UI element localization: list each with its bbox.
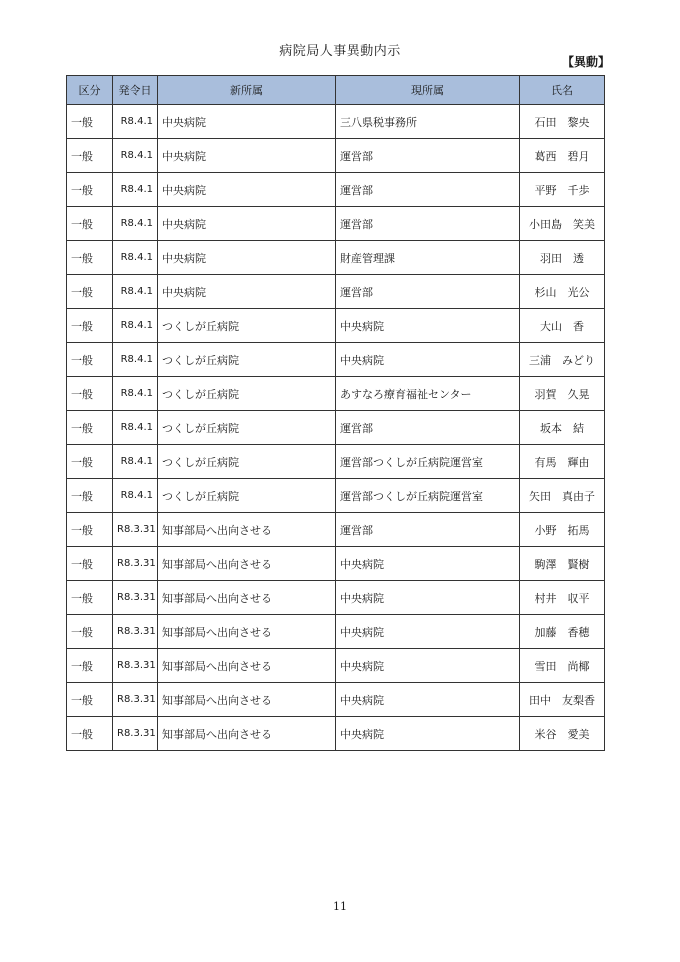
cell-name: 羽田 透 [520,241,605,275]
cell-date: R8.3.31 [113,513,158,547]
table-row [67,275,605,309]
cell-new-department: 中央病院 [158,173,336,207]
table-row [67,717,605,751]
cell-current-department: 中央病院 [336,615,520,649]
column-header-category: 区分 [67,76,113,105]
page-number: 11 [333,900,347,913]
cell-date: R8.3.31 [113,581,158,615]
cell-category: 一般 [67,513,113,547]
cell-category: 一般 [67,241,113,275]
cell-current-department: 運営部 [336,513,520,547]
cell-new-department: つくしが丘病院 [158,411,336,445]
cell-category: 一般 [67,173,113,207]
cell-new-department: 知事部局へ出向させる [158,717,336,751]
cell-category: 一般 [67,411,113,445]
table-row [67,241,605,275]
cell-current-department: 財産管理課 [336,241,520,275]
cell-date: R8.4.1 [113,173,158,207]
cell-name: 米谷 愛美 [520,717,605,751]
cell-category: 一般 [67,343,113,377]
cell-category: 一般 [67,615,113,649]
cell-category: 一般 [67,207,113,241]
table-row [67,581,605,615]
cell-new-department: つくしが丘病院 [158,309,336,343]
table-row [67,343,605,377]
cell-category: 一般 [67,139,113,173]
cell-date: R8.3.31 [113,717,158,751]
column-header-new-department: 新所属 [158,76,336,105]
cell-category: 一般 [67,105,113,139]
table-row [67,309,605,343]
table-row [67,683,605,717]
document-title: 病院局人事異動内示 [279,44,401,59]
cell-date: R8.4.1 [113,241,158,275]
cell-name: 坂本 結 [520,411,605,445]
cell-date: R8.4.1 [113,105,158,139]
cell-current-department: あすなろ療育福祉センター [336,377,520,411]
cell-date: R8.3.31 [113,615,158,649]
table-row [67,615,605,649]
cell-name: 石田 黎央 [520,105,605,139]
cell-current-department: 中央病院 [336,343,520,377]
table-row [67,547,605,581]
cell-name: 杉山 光公 [520,275,605,309]
column-header-name: 氏名 [520,76,605,105]
cell-name: 大山 香 [520,309,605,343]
cell-category: 一般 [67,377,113,411]
cell-new-department: 中央病院 [158,139,336,173]
table-row [67,411,605,445]
cell-current-department: 中央病院 [336,547,520,581]
cell-date: R8.4.1 [113,139,158,173]
cell-category: 一般 [67,683,113,717]
cell-new-department: 中央病院 [158,241,336,275]
cell-category: 一般 [67,479,113,513]
cell-new-department: つくしが丘病院 [158,479,336,513]
cell-category: 一般 [67,445,113,479]
cell-date: R8.4.1 [113,207,158,241]
cell-name: 加藤 香穂 [520,615,605,649]
cell-new-department: 中央病院 [158,105,336,139]
cell-date: R8.3.31 [113,547,158,581]
cell-date: R8.4.1 [113,377,158,411]
column-header-current-department: 現所属 [336,76,520,105]
cell-category: 一般 [67,717,113,751]
table-row [67,139,605,173]
cell-new-department: つくしが丘病院 [158,445,336,479]
cell-new-department: 知事部局へ出向させる [158,615,336,649]
cell-date: R8.4.1 [113,309,158,343]
cell-current-department: 中央病院 [336,581,520,615]
personnel-transfer-table [66,75,605,751]
table-row [67,445,605,479]
cell-date: R8.4.1 [113,445,158,479]
cell-name: 田中 友梨香 [520,683,605,717]
cell-name: 小野 拓馬 [520,513,605,547]
cell-date: R8.4.1 [113,275,158,309]
cell-current-department: 運営部つくしが丘病院運営室 [336,479,520,513]
cell-date: R8.3.31 [113,649,158,683]
cell-date: R8.4.1 [113,343,158,377]
cell-current-department: 中央病院 [336,683,520,717]
cell-date: R8.4.1 [113,411,158,445]
cell-new-department: 知事部局へ出向させる [158,581,336,615]
cell-name: 村井 収平 [520,581,605,615]
cell-new-department: つくしが丘病院 [158,343,336,377]
table-row [67,173,605,207]
cell-new-department: 知事部局へ出向させる [158,547,336,581]
cell-current-department: 運営部 [336,207,520,241]
cell-new-department: 知事部局へ出向させる [158,649,336,683]
cell-date: R8.3.31 [113,683,158,717]
cell-current-department: 運営部 [336,139,520,173]
table-row [67,377,605,411]
table-header-row [67,76,605,105]
table-row [67,207,605,241]
cell-category: 一般 [67,581,113,615]
cell-current-department: 運営部つくしが丘病院運営室 [336,445,520,479]
cell-category: 一般 [67,649,113,683]
cell-current-department: 中央病院 [336,649,520,683]
cell-name: 雪田 尚椰 [520,649,605,683]
table-body [67,105,605,751]
cell-name: 三浦 みどり [520,343,605,377]
cell-category: 一般 [67,275,113,309]
cell-name: 有馬 輝由 [520,445,605,479]
cell-current-department: 運営部 [336,275,520,309]
document-category-tag: 【異動】 [561,55,610,69]
cell-category: 一般 [67,309,113,343]
cell-current-department: 運営部 [336,173,520,207]
cell-new-department: 中央病院 [158,275,336,309]
column-header-date: 発令日 [113,76,158,105]
cell-new-department: 中央病院 [158,207,336,241]
cell-name: 葛西 碧月 [520,139,605,173]
table-row [67,105,605,139]
cell-name: 平野 千歩 [520,173,605,207]
cell-name: 駒澤 賢樹 [520,547,605,581]
cell-new-department: つくしが丘病院 [158,377,336,411]
cell-new-department: 知事部局へ出向させる [158,683,336,717]
cell-current-department: 三八県税事務所 [336,105,520,139]
cell-name: 小田島 笑美 [520,207,605,241]
table-row [67,513,605,547]
cell-current-department: 運営部 [336,411,520,445]
cell-category: 一般 [67,547,113,581]
cell-date: R8.4.1 [113,479,158,513]
table-row [67,479,605,513]
cell-current-department: 中央病院 [336,717,520,751]
cell-name: 矢田 真由子 [520,479,605,513]
cell-current-department: 中央病院 [336,309,520,343]
table-row [67,649,605,683]
cell-new-department: 知事部局へ出向させる [158,513,336,547]
cell-name: 羽賀 久晃 [520,377,605,411]
